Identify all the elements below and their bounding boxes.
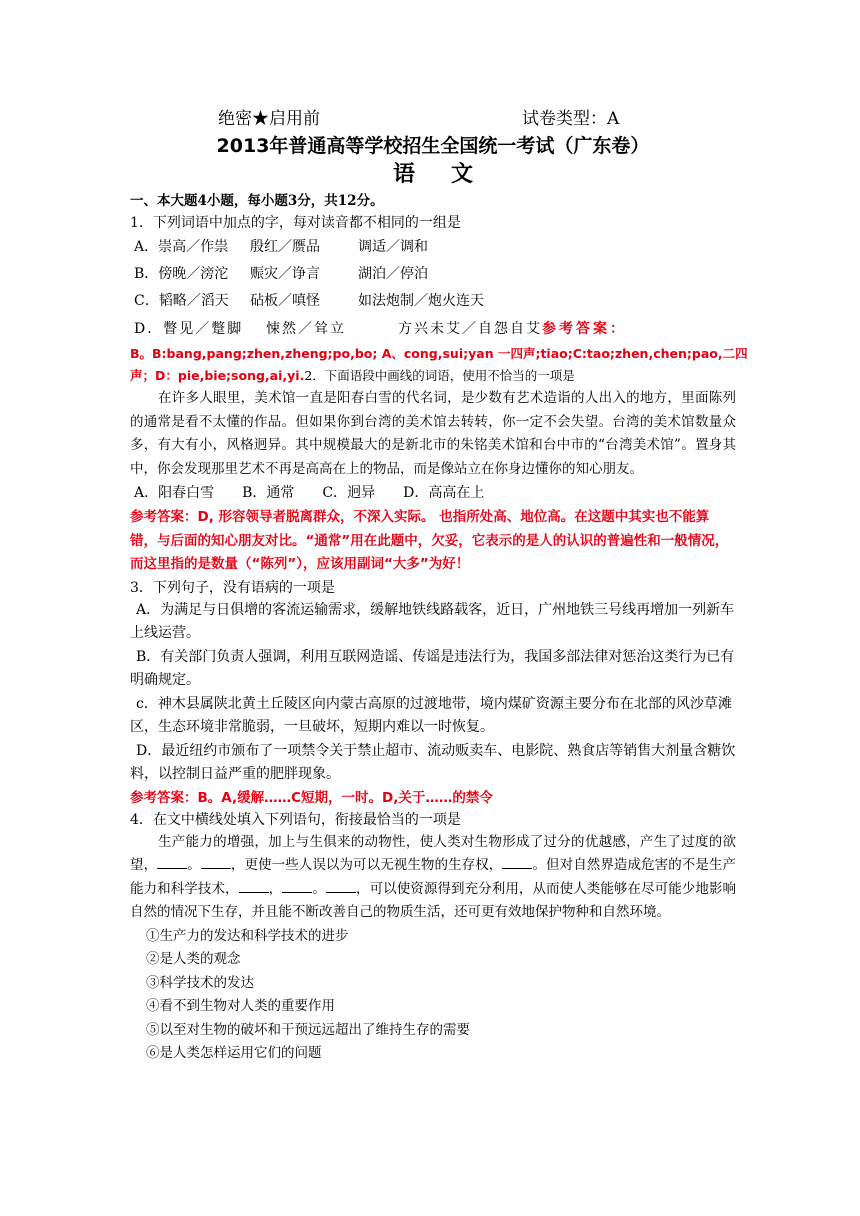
blank-6 [326,880,356,893]
blank-1 [157,856,187,869]
q3-option-a: A．为满足与日俱增的客流运输需求，缓解地铁线路载客，近日，广州地铁三号线再增加一列新车上线运营。 [130,601,735,641]
q1-answer-line1: B。B:bang,pang;zhen,zheng;po,bo; A、cong,sui;yan 一四声;tiao;C:tao;zhen,chen;pao,二四 [130,346,748,361]
blank-4 [239,880,269,893]
q4-stem: 4．在文中横线处填入下列语句，衔接最恰当的一项是 [130,811,461,828]
q1-option-c: C．韬略／滔天 砧板／嗔怪 如法炮制／炮火连天 [134,293,484,309]
q2-answer: 参考答案：D, 形容领导者脱离群众，不深入实际。 也指所处高、地位高。在这题中其实也不能算错，与后面的知心朋友对比。“通常”用在此题中，欠妥，它表示的是人的认识的普遍性和一般情况，而这里指的是数量（“陈列”），应该用副词“大多”为好！ [130,509,729,572]
q1-option-b: B．傍晚／滂沱 赈灾／诤言 湖泊／停泊 [134,266,428,282]
q4-item-3: ③科学技术的发达 [146,974,254,991]
header [130,104,736,132]
secret-label: 绝密★启用前 [218,109,320,129]
blank-5 [282,880,312,893]
q3-option-b: B．有关部门负责人强调，利用互联网造谣、传谣是违法行为，我国多部法律对惩治这类行为已有明确规定。 [130,648,735,688]
q4-passage: 生产能力的增强，加上与生俱来的动物性，使人类对生物形成了过分的优越感，产生了过度的欲望， 。 ，更使一些人误以为可以无视生物的生存权， 。但对自然界造成危害的不是生产能力和科学技术， ， 。 ，可以使资源得到充分利用，从而使人类能够在尽可能少地影响自然的情况下生存，并且能不断改善自己的物质生活，还可更有效地保护物种和自然环境。 [130,833,737,920]
section-heading: 一、本大题4小题，每小题3分，共12分。 [130,193,384,209]
q4-item-1: ①生产力的发达和科学技术的进步 [146,927,349,944]
q2-options: A．阳春白雪 B．通常 C．迥异 D．高高在上 [134,485,485,501]
q3-answer: 参考答案：B。A,缓解……C短期，一时。D,关于……的禁令 [130,789,493,806]
paper-type-label: 试卷类型：A [522,109,620,129]
subject-title: 语文 [392,162,509,187]
q3-stem: 3．下列句子，没有语病的一项是 [130,579,335,596]
q4-item-5: ⑤以至对生物的破坏和干预远远超出了维持生存的需要 [146,1021,470,1038]
q4-item-4: ④看不到生物对人类的重要作用 [146,998,335,1014]
exam-page [130,104,748,1066]
blank-3 [502,856,532,869]
q3-option-c: c．神木县属陕北黄土丘陵区向内蒙古高原的过渡地带，境内煤矿资源主要分布在北部的风沙草滩区，生态环境非常脆弱，一旦破坏，短期内难以一时恢复。 [130,695,732,735]
exam-title: 2013年普通高等学校招生全国统一考试（广东卷） [216,135,650,157]
q4-item-6: ⑥是人类怎样运用它们的问题 [146,1045,322,1061]
blank-2 [201,856,231,869]
q1-option-a: A．崇高／作祟 殷红／赝品 调适／调和 [134,239,428,255]
q1-answer-line2: 声；D：pie,bie;song,ai,yi.2．下面语段中画线的词语，使用不恰当的一项是 [130,368,575,383]
q2-stem: 2．下面语段中画线的词语，使用不恰当的一项是 [304,368,575,383]
q3-option-d: D．最近纽约市颁布了一项禁令关于禁止超市、流动贩卖车、电影院、熟食店等销售大剂量含糖饮料，以控制日益严重的肥胖现象。 [130,742,736,782]
q2-passage: 在许多人眼里，美术馆一直是阳春白雪的代名词，是少数有艺术造诣的人出入的地方，里面陈列的通常是看不太懂的作品。但如果你到台湾的美术馆去转转，你一定不会失望。台湾的美术馆数量众多，有大有小，风格迥异。其中规模最大的是新北市的朱铭美术馆和台中市的“台湾美术馆”。置身其中，你会发现那里艺术不再是高高在上的物品，而是像站立在你身边懂你的知心朋友。 [130,390,736,477]
q1-stem: 1．下列词语中加点的字，每对读音都不相同的一组是 [130,215,461,231]
q4-item-2: ②是人类的观念 [146,951,241,967]
q1-option-d: D．瞥见／蹩脚 悚然／耸立 方兴未艾／自怨自艾参考答案： [134,321,627,337]
